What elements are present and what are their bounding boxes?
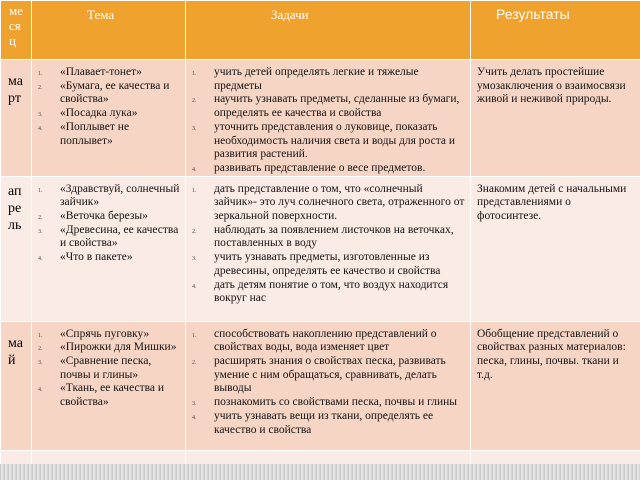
list-item: учить узнавать вещи из ткани, определять ее качество и свойства: [214, 409, 434, 436]
list-item: «Спрячь пуговку»: [60, 327, 150, 340]
results-cell: Учить делать простейшие умозаключения о взаимосвязи живой и неживой природы.: [471, 60, 640, 177]
tasks-list: [186, 60, 470, 176]
list-item: «Здравствуй, солнечный зайчик»: [60, 182, 180, 209]
tasks-cell: [186, 176, 471, 321]
header-tasks: Задачи: [186, 1, 471, 60]
empty-cell: [32, 450, 186, 465]
table-row-empty: [1, 450, 640, 465]
results-cell: Обобщение представлений о свойствах разных материалов: песка, глины, почвы. ткани и т.д.: [471, 321, 640, 450]
theme-list: [32, 177, 185, 265]
results-cell: Знакомим детей с начальными представлениями о фотосинтезе.: [471, 176, 640, 321]
header-month: месяц: [1, 1, 32, 60]
list-item: «Поплывет не поплывет»: [60, 120, 130, 147]
list-item: «Ткань, ее качества и свойства»: [60, 382, 165, 409]
list-item: «Что в пакете»: [60, 251, 133, 264]
header-results: Результаты: [471, 1, 640, 60]
bottom-decorative-stripe: [0, 464, 640, 480]
theme-cell: [32, 60, 186, 177]
list-item: «Пирожки для Мишки»: [60, 341, 177, 354]
empty-cell: [186, 450, 471, 465]
month-cell: апрель: [1, 176, 32, 321]
theme-list: [32, 322, 185, 410]
list-item: «Сравнение песка, почвы и глины»: [60, 355, 152, 381]
list-item: наблюдать за появлением листочков на веточках, поставленных в воду: [214, 223, 454, 250]
header-row: [1, 1, 640, 60]
list-item: развивать представление о весе предметов.: [214, 161, 426, 174]
list-item: «Веточка березы»: [60, 210, 148, 223]
tasks-list: [186, 177, 470, 306]
theme-list: [32, 60, 185, 148]
theme-cell: [32, 321, 186, 450]
list-item: «Посадка лука»: [60, 107, 138, 120]
empty-cell: [1, 450, 32, 465]
list-item: научить узнавать предметы, сделанные из бумаги, определять ее качества и свойства: [214, 93, 460, 120]
list-item: дать представление о том, что «солнечный зайчик»- это луч солнечного света, отраженного от зеркальной поверхности.: [214, 182, 465, 223]
list-item: «Бумага, ее качества и свойства»: [60, 79, 170, 106]
table-row-april: [1, 176, 640, 321]
tasks-list: [186, 322, 470, 438]
list-item: уточнить представления о луковице, показать необходимость наличия света и воды для роста и развития растений.: [214, 120, 455, 161]
table-row-march: [1, 60, 640, 177]
empty-cell: [471, 450, 640, 465]
theme-cell: [32, 176, 186, 321]
tasks-cell: [186, 60, 471, 177]
table-row-may: [1, 321, 640, 450]
month-cell: март: [1, 60, 32, 177]
tasks-cell: [186, 321, 471, 450]
list-item: «Плавает-тонет»: [60, 66, 142, 78]
list-item: расширять знания о свойствах песка, развивать умение с ним обращаться, сравнивать, делать выводы: [214, 355, 446, 395]
list-item: учить узнавать предметы, изготовленные из древесины, определять ее качество и свойства: [214, 251, 441, 277]
list-item: способствовать накоплению представлений о свойствах воды, вода изменяет цвет: [214, 327, 437, 354]
list-item: учить детей определять легкие и тяжелые предметы: [214, 66, 419, 92]
header-theme: Тема: [32, 1, 186, 60]
list-item: «Древесина, ее качества и свойства»: [60, 223, 179, 250]
list-item: познакомить со свойствами песка, почвы и глины: [214, 396, 457, 409]
list-item: дать детям понятие о том, что воздух находится вокруг нас: [214, 278, 449, 305]
month-cell: май: [1, 321, 32, 450]
